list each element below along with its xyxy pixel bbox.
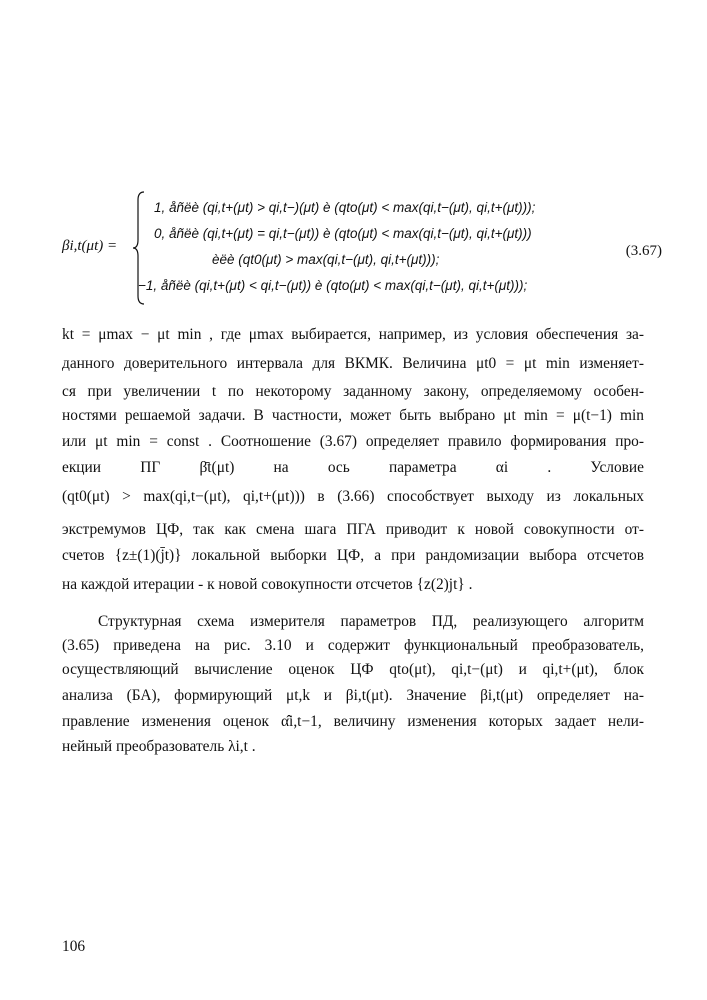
paragraph-2-line-4: анализа (БА), формирующий μt,k и βi,t(μt). Значение βi,t(μt) определяет на-	[62, 687, 644, 704]
paragraph-1-line-3: ся при увеличении t по некоторому заданному закону, определяемому особен-	[62, 383, 644, 400]
paragraph-1-line-8: экстремумов ЦФ, так как смена шага ПГА приводит к новой совокупности от-	[62, 521, 644, 538]
paragraph-1-line-4: ностями решаемой задачи. В частности, может быть выбрано μt min = μ(t−1) min	[62, 407, 644, 424]
paragraph-1-line-1: kt = μmax − μt min , где μmax выбирается, например, из условия обеспечения за-	[62, 326, 644, 343]
formula-3-67	[62, 190, 662, 310]
formula-case-1: 1, åñëè (qi,t+(μt) > qi,t−)(μt) è (qto(μt) < max(qi,t−(μt), qi,t+(μt)));	[154, 200, 536, 215]
formula-case-3: èëè (qt0(μt) > max(qi,t−(μt), qi,t+(μt)));	[212, 252, 440, 267]
paragraph-2-line-3: осуществляющий вычисление оценок ЦФ qto(μt), qi,t−(μt) и qi,t+(μt), блок	[62, 661, 644, 678]
formula-case-4: −1, åñëè (qi,t+(μt) < qi,t−(μt)) è (qto(μt) < max(qi,t−(μt), qi,t+(μt)));	[138, 278, 528, 293]
paragraph-1-line-2: данного доверительного интервала для ВКМК. Величина μt0 = μt min изменяет-	[62, 355, 644, 372]
paragraph-2-line-2: (3.65) приведена на рис. 3.10 и содержит функциональный преобразователь,	[62, 637, 644, 654]
page-number: 106	[62, 938, 86, 955]
paragraph-1-line-10: на каждой итерации - к новой совокупности отсчетов {z(2)jt} .	[62, 576, 473, 593]
paragraph-1-line-7: (qt0(μt) > max(qi,t−(μt), qi,t+(μt))) в (3.66) способствует выходу из локальных	[62, 488, 644, 505]
equation-number: (3.67)	[625, 243, 662, 259]
paragraph-1-line-5: или μt min = const . Соотношение (3.67) определяет правило формирования про-	[62, 433, 644, 450]
paragraph-2-line-1: Структурная схема измерителя параметров ПД, реализующего алгоритм	[98, 613, 644, 630]
paragraph-2-line-5: правление изменения оценок α̂i,t−1, величину изменения которых задает нели-	[62, 713, 644, 730]
formula-case-2: 0, åñëè (qi,t+(μt) = qi,t−(μt)) è (qto(μt) < max(qi,t−(μt), qi,t+(μt)))	[154, 226, 532, 241]
formula-lhs: βi,t(μt) =	[62, 238, 118, 254]
paragraph-1-line-6: екции ПГ β̄t(μt) на ось параметра αi . Условие	[62, 459, 644, 476]
paragraph-2-line-6: нейный преобразователь λi,t .	[62, 738, 256, 755]
paragraph-1-line-9: счетов {z±(1)(j̄t)} локальной выборки ЦФ, а при рандомизации выбора отсчетов	[62, 547, 644, 564]
